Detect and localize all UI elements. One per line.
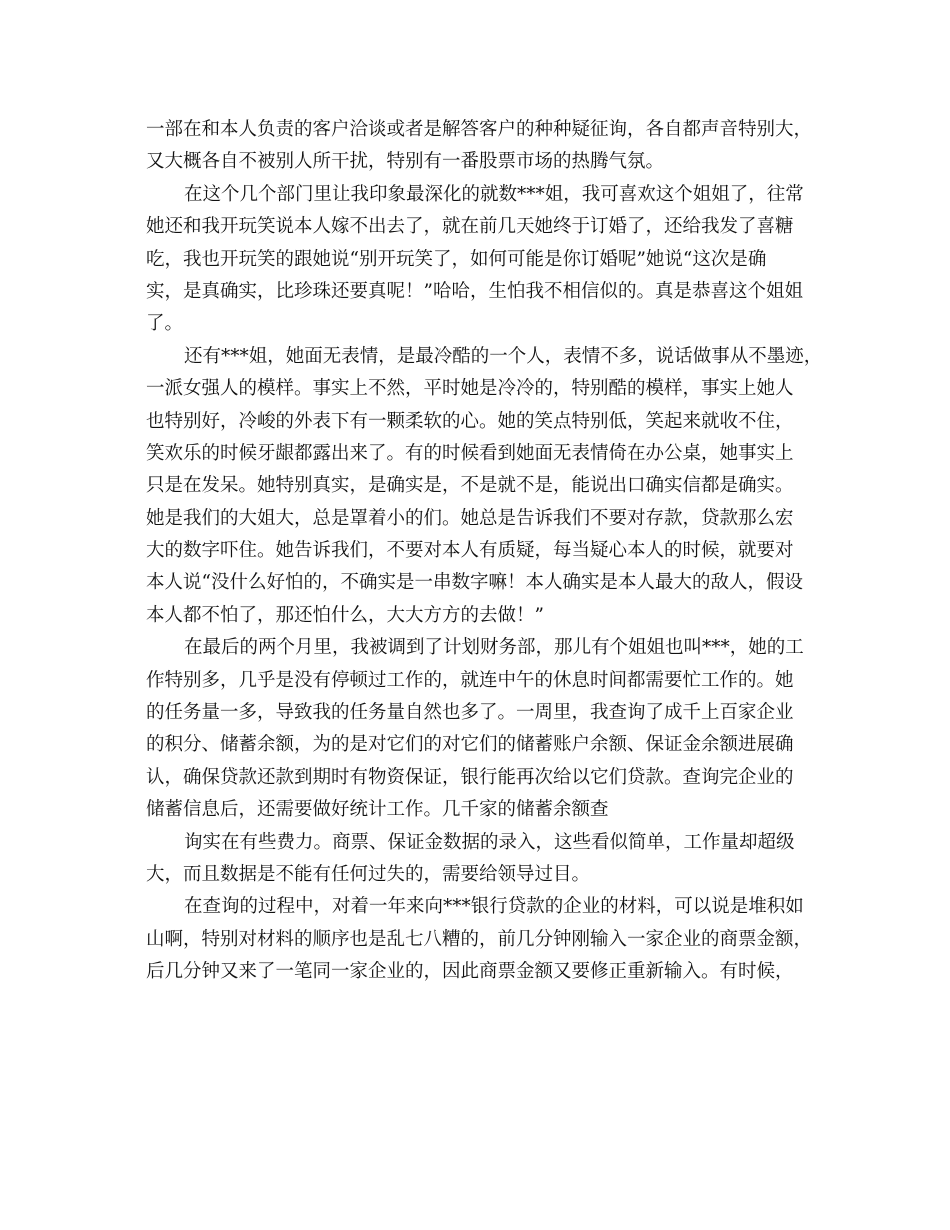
text-line: 一派女强人的模样。事实上不然，平时她是冷冷的，特别酷的模样，事实上她人 — [146, 378, 794, 400]
text-line: 只是在发呆。她特别真实，是确实是，不是就不是，能说出口确实信都是确实。 — [146, 475, 794, 497]
text-line: 她是我们的大姐大，总是罩着小的们。她总是告诉我们不要对存款，贷款那么宏 — [146, 507, 794, 529]
text-line: 后几分钟又来了一笔同一家企业的，因此商票金额又要修正重新输入。有时候， — [146, 961, 794, 983]
text-line: 她还和我开玩笑说本人嫁不出去了，就在前几天她终于订婚了，还给我发了喜糖 — [146, 216, 794, 238]
text-line: 在这个几个部门里让我印象最深化的就数***姐，我可喜欢这个姐姐了，往常 — [184, 183, 804, 205]
text-line: 大的数字吓住。她告诉我们，不要对本人有质疑，每当疑心本人的时候，就要对 — [146, 540, 794, 562]
text-line: 作特别多，几乎是没有停顿过工作的，就连中午的休息时间都需要忙工作的。她 — [146, 669, 794, 691]
text-line: 又大概各自不被别人所干扰，特别有一番股票市场的热腾气氛。 — [146, 151, 665, 173]
text-line: 了。 — [146, 313, 184, 335]
text-line: 山啊，特别对材料的顺序也是乱七八糟的，前几分钟刚输入一家企业的商票金额， — [146, 928, 813, 950]
text-line: 吃，我也开玩笑的跟她说“别开玩笑了，如何可能是你订婚呢”她说“这次是确 — [146, 248, 767, 270]
document-body — [146, 114, 826, 989]
text-line: 大，而且数据是不能有任何过失的，需要给领导过目。 — [146, 863, 591, 885]
text-line: 还有***姐，她面无表情，是最冷酷的一个人，表情不多，说话做事从不墨迹， — [184, 345, 823, 367]
text-line: 的任务量一多，导致我的任务量自然也多了。一周里，我查询了成千上百家企业 — [146, 702, 794, 724]
text-line: 本人说“没什么好怕的，不确实是一串数字嘛！本人确实是本人最大的敌人，假设 — [146, 572, 803, 594]
text-line: 一部在和本人负责的客户洽谈或者是解答客户的种种疑征询，各自都声音特别大， — [146, 119, 813, 140]
text-line: 在最后的两个月里，我被调到了计划财务部，那儿有个姐姐也叫***，她的工 — [184, 637, 804, 659]
text-line: 询实在有些费力。商票、保证金数据的录入，这些看似简单，工作量却超级 — [184, 831, 795, 853]
text-line: 笑欢乐的时候牙龈都露出来了。有的时候看到她面无表情倚在办公桌，她事实上 — [146, 442, 794, 464]
text-line: 的积分、储蓄余额，为的是对它们的对它们的储蓄账户余额、保证金余额进展确 — [146, 734, 794, 756]
text-line: 实，是真确实，比珍珠还要真呢！”哈哈，生怕我不相信似的。真是恭喜这个姐姐 — [146, 280, 803, 302]
text-line: 本人都不怕了，那还怕什么，大大方方的去做！” — [146, 604, 544, 626]
text-line: 也特别好，冷峻的外表下有一颗柔软的心。她的笑点特别低，笑起来就收不住， — [146, 410, 794, 432]
text-line: 在查询的过程中，对着一年来向***银行贷款的企业的材料，可以说是堆积如 — [184, 896, 804, 918]
text-line: 认，确保贷款还款到期时有物资保证，银行能再次给以它们贷款。查询完企业的 — [146, 766, 794, 788]
text-line: 储蓄信息后，还需要做好统计工作。几千家的储蓄余额查 — [146, 799, 609, 821]
